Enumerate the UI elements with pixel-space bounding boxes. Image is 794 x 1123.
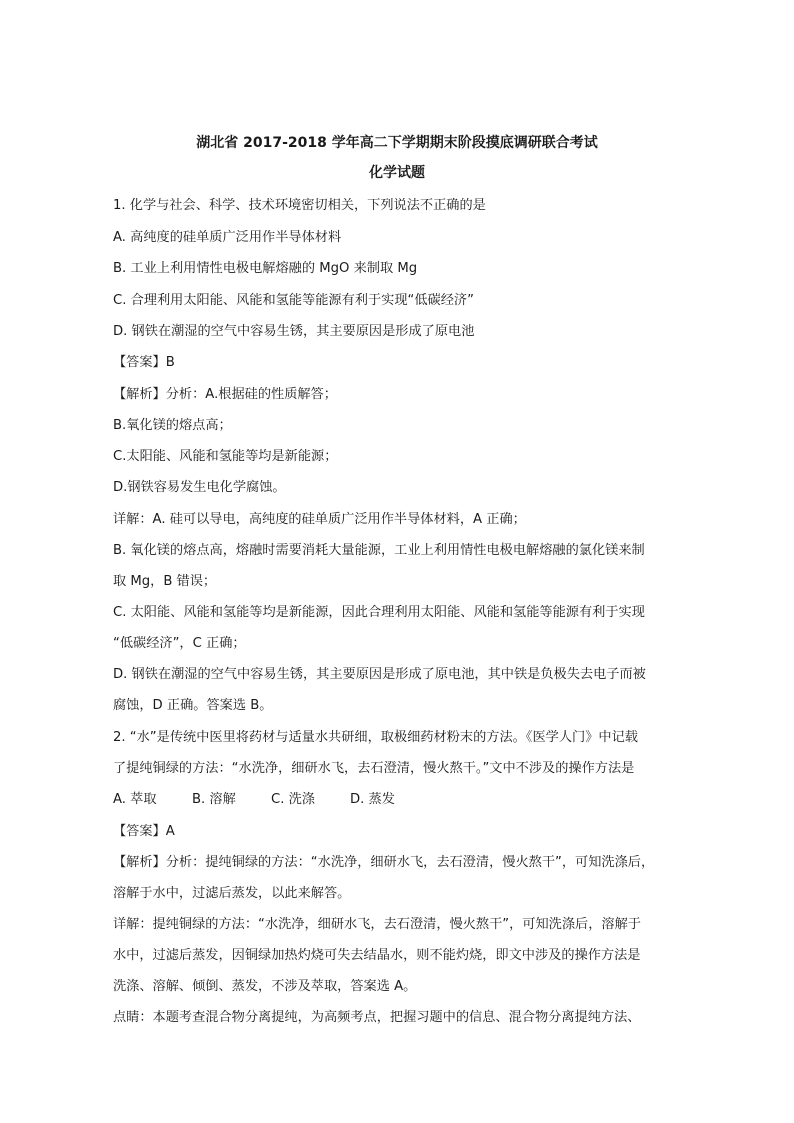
question-1-stem: 1. 化学与社会、科学、技术环境密切相关，下列说法不正确的是: [113, 198, 486, 213]
q2-analysis-cont: 溶解于水中，过滤后蒸发，以此来解答。: [113, 886, 351, 901]
q1-option-b: B. 工业上利用情性电极电解熔融的 MgO 来制取 Mg: [113, 261, 418, 276]
q1-analysis: 【解析】分析：A.根据硅的性质解答；: [113, 387, 337, 402]
document-subtitle: 化学试题: [369, 165, 425, 181]
question-2-stem: 2. “水”是传统中医里将药材与适量水共研细，取极细药材粉末的方法。《医学人门》中记载: [113, 730, 638, 745]
q1-option-d: D. 钢铁在潮湿的空气中容易生锈，其主要原因是形成了原电池: [113, 324, 475, 339]
document-title: 湖北省 2017-2018 学年高二下学期期末阶段摸底调研联合考试: [196, 135, 598, 151]
q2-commentary: 点睛：本题考查混合物分离提纯，为高频考点，把握习题中的信息、混合物分离提纯方法、: [113, 1010, 641, 1025]
q1-option-a: A. 高纯度的硅单质广泛用作半导体材料: [113, 230, 342, 245]
q1-detail-b: B. 氧化镁的熔点高，熔融时需要消耗大量能源，工业上利用情性电极电解熔融的氯化镁来制: [113, 543, 645, 558]
q1-answer: 【答案】B: [113, 355, 175, 370]
q2-detail: 详解：提纯铜绿的方法：“水洗净，细研水飞，去石澄清，慢火熬干”，可知洗涤后，溶解于: [113, 917, 641, 932]
q2-option-c: C. 洗涤: [271, 792, 315, 807]
q1-detail-c-cont: “低碳经济”，C 正确；: [113, 636, 246, 651]
q1-analysis-d: D.钢铁容易发生电化学腐蚀。: [113, 480, 286, 495]
q2-option-d: D. 蒸发: [350, 792, 395, 807]
q1-detail-d: D. 钢铁在潮湿的空气中容易生锈，其主要原因是形成了原电池，其中铁是负极失去电子而被: [113, 667, 646, 682]
q1-analysis-c: C.太阳能、风能和氢能等均是新能源；: [113, 449, 338, 464]
q2-options: [113, 790, 395, 810]
q2-option-b: B. 溶解: [192, 792, 236, 807]
q1-detail-a: 详解：A. 硅可以导电，高纯度的硅单质广泛用作半导体材料，A 正确；: [113, 512, 526, 527]
q2-option-a: A. 萃取: [113, 792, 157, 807]
question-2-stem-cont: 了提纯铜绿的方法：“水洗净，细研水飞，去石澄清，慢火熬干。”文中不涉及的操作方法是: [113, 761, 635, 776]
q2-detail-cont-2: 洗涤、溶解、倾倒、蒸发，不涉及萃取，答案选 A。: [113, 979, 417, 994]
q1-detail-c: C. 太阳能、风能和氢能等均是新能源，因此合理利用太阳能、风能和氢能等能源有利于实现: [113, 605, 645, 620]
q2-detail-cont-1: 水中，过滤后蒸发，因铜绿加热灼烧可失去结晶水，则不能灼烧，即文中涉及的操作方法是: [113, 948, 641, 963]
q1-option-c: C. 合理利用太阳能、风能和氢能等能源有利于实现“低碳经济”: [113, 293, 474, 308]
q1-detail-d-cont: 腐蚀，D 正确。答案选 B。: [113, 698, 273, 713]
q1-detail-b-cont: 取 Mg，B 错误；: [113, 574, 217, 589]
q2-answer: 【答案】A: [113, 824, 175, 839]
q2-analysis: 【解析】分析：提纯铜绿的方法：“水洗净，细研水飞，去石澄清，慢火熬干”，可知洗涤后，: [113, 855, 655, 870]
q1-analysis-b: B.氧化镁的熔点高；: [113, 418, 232, 433]
